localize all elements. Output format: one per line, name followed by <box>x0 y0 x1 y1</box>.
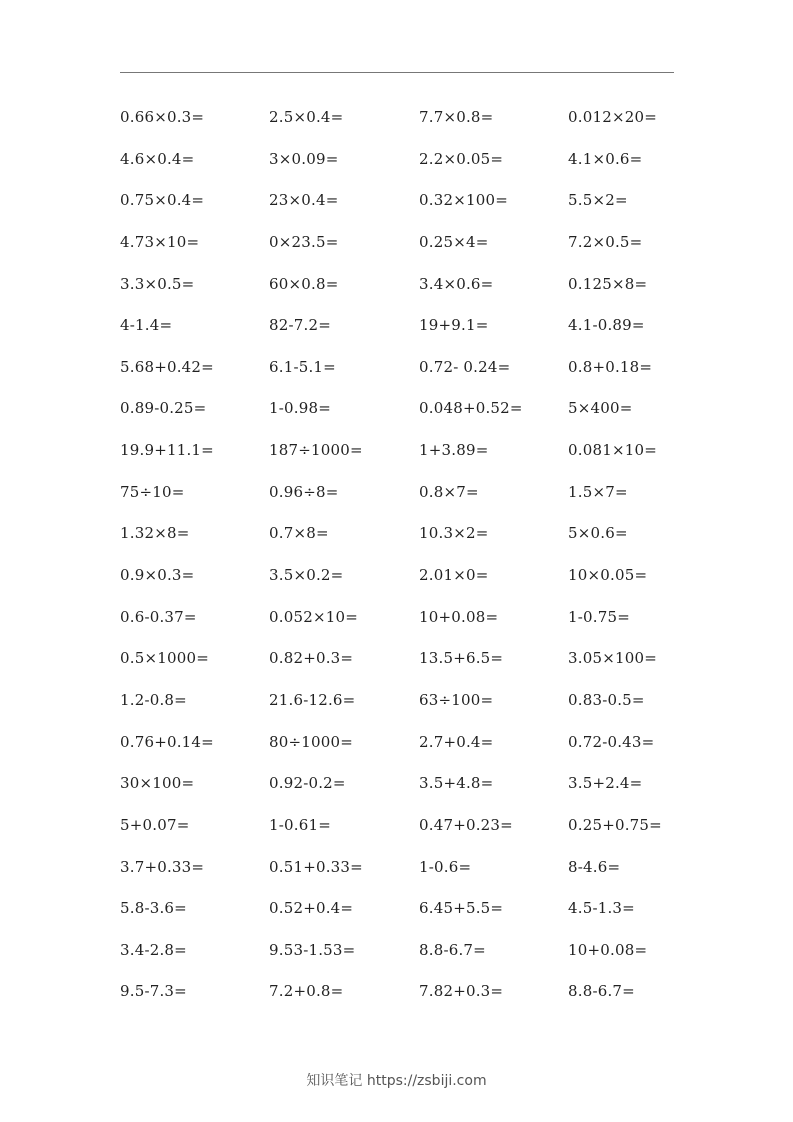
problem-row <box>120 770 720 812</box>
header-rule <box>120 72 674 73</box>
problem-item: 3.5+2.4= <box>568 774 643 793</box>
problem-item: 9.53-1.53= <box>269 940 356 959</box>
problem-item: 5×0.6= <box>568 524 628 543</box>
problem-item: 0.125×8= <box>568 274 648 293</box>
problem-item: 0.47+0.23= <box>419 815 513 834</box>
problem-item: 7.82+0.3= <box>419 982 504 1001</box>
problem-item: 0.012×20= <box>568 108 657 126</box>
problem-row <box>120 312 720 354</box>
problem-item: 1-0.61= <box>269 815 331 834</box>
problem-item: 1.32×8= <box>120 524 190 543</box>
problem-item: 7.7×0.8= <box>419 108 494 126</box>
problem-item: 21.6-12.6= <box>269 690 356 709</box>
problem-item: 1+3.89= <box>419 441 489 460</box>
problem-item: 0.72-0.43= <box>568 732 655 751</box>
problem-item: 187÷1000= <box>269 441 363 460</box>
problem-item: 0.5×1000= <box>120 649 209 668</box>
problem-row <box>120 395 720 437</box>
problem-item: 3.5×0.2= <box>269 566 344 585</box>
problem-row <box>120 187 720 229</box>
problem-row <box>120 271 720 313</box>
problem-row <box>120 895 720 937</box>
problem-item: 0.052×10= <box>269 607 358 626</box>
problem-item: 63÷100= <box>419 690 494 709</box>
problem-item: 3.7+0.33= <box>120 857 205 876</box>
problem-row <box>120 854 720 896</box>
problem-item: 1-0.75= <box>568 607 630 626</box>
problem-item: 0.72- 0.24= <box>419 357 511 376</box>
problem-item: 19+9.1= <box>419 316 489 335</box>
problem-item: 1-0.6= <box>419 857 472 876</box>
problem-item: 0.9×0.3= <box>120 566 195 585</box>
problem-item: 0.32×100= <box>419 191 508 210</box>
problem-item: 3×0.09= <box>269 149 339 168</box>
problem-row <box>120 354 720 396</box>
problem-item: 0.25+0.75= <box>568 815 662 834</box>
problem-item: 4.6×0.4= <box>120 149 195 168</box>
problem-row <box>120 146 720 188</box>
problem-item: 6.1-5.1= <box>269 357 336 376</box>
problem-grid <box>120 104 720 1020</box>
problem-item: 0.048+0.52= <box>419 399 523 418</box>
problem-item: 2.5×0.4= <box>269 108 344 126</box>
problem-item: 75÷10= <box>120 482 185 501</box>
problem-item: 0.82+0.3= <box>269 649 354 668</box>
problem-row <box>120 812 720 854</box>
footer-watermark: 知识笔记 https://zsbiji.com <box>306 1073 487 1089</box>
problem-item: 3.5+4.8= <box>419 774 494 793</box>
problem-item: 2.01×0= <box>419 566 489 585</box>
problem-item: 8.8-6.7= <box>568 982 635 1001</box>
problem-item: 13.5+6.5= <box>419 649 504 668</box>
problem-item: 0.52+0.4= <box>269 899 354 918</box>
problem-row <box>120 978 720 1020</box>
problem-item: 0.081×10= <box>568 441 657 460</box>
problem-item: 5.5×2= <box>568 191 628 210</box>
problem-item: 0.83-0.5= <box>568 690 645 709</box>
problem-item: 4.73×10= <box>120 232 200 251</box>
problem-item: 5.8-3.6= <box>120 899 187 918</box>
problem-item: 5.68+0.42= <box>120 357 214 376</box>
problem-row <box>120 479 720 521</box>
problem-item: 8-4.6= <box>568 857 621 876</box>
problem-item: 10+0.08= <box>568 940 648 959</box>
problem-item: 0.25×4= <box>419 232 489 251</box>
problem-item: 3.3×0.5= <box>120 274 195 293</box>
problem-item: 4.5-1.3= <box>568 899 635 918</box>
problem-item: 6.45+5.5= <box>419 899 504 918</box>
problem-item: 2.7+0.4= <box>419 732 494 751</box>
problem-row <box>120 520 720 562</box>
problem-row <box>120 104 720 146</box>
problem-item: 2.2×0.05= <box>419 149 504 168</box>
problem-item: 0.8×7= <box>419 482 479 501</box>
problem-row <box>120 437 720 479</box>
problem-item: 60×0.8= <box>269 274 339 293</box>
problem-item: 0.96÷8= <box>269 482 339 501</box>
problem-row <box>120 687 720 729</box>
problem-item: 19.9+11.1= <box>120 441 214 460</box>
problem-item: 9.5-7.3= <box>120 982 187 1001</box>
problem-item: 1.2-0.8= <box>120 690 187 709</box>
problem-row <box>120 937 720 979</box>
problem-item: 5+0.07= <box>120 815 190 834</box>
problem-item: 0.75×0.4= <box>120 191 205 210</box>
problem-row <box>120 645 720 687</box>
problem-item: 1-0.98= <box>269 399 331 418</box>
problem-item: 23×0.4= <box>269 191 339 210</box>
problem-item: 7.2+0.8= <box>269 982 344 1001</box>
problem-item: 10+0.08= <box>419 607 499 626</box>
problem-row <box>120 729 720 771</box>
problem-item: 5×400= <box>568 399 633 418</box>
problem-item: 4.1×0.6= <box>568 149 643 168</box>
problem-item: 10.3×2= <box>419 524 489 543</box>
problem-item: 8.8-6.7= <box>419 940 486 959</box>
problem-item: 80÷1000= <box>269 732 353 751</box>
problem-item: 0.92-0.2= <box>269 774 346 793</box>
problem-item: 3.4-2.8= <box>120 940 187 959</box>
problem-item: 0.76+0.14= <box>120 732 214 751</box>
problem-item: 0.7×8= <box>269 524 329 543</box>
problem-item: 3.4×0.6= <box>419 274 494 293</box>
problem-item: 82-7.2= <box>269 316 331 335</box>
problem-row <box>120 562 720 604</box>
problem-item: 7.2×0.5= <box>568 232 643 251</box>
problem-item: 1.5×7= <box>568 482 628 501</box>
problem-item: 0.66×0.3= <box>120 108 205 126</box>
problem-item: 0×23.5= <box>269 232 339 251</box>
problem-item: 0.51+0.33= <box>269 857 363 876</box>
problem-item: 0.8+0.18= <box>568 357 653 376</box>
problem-item: 4-1.4= <box>120 316 173 335</box>
problem-item: 10×0.05= <box>568 566 648 585</box>
problem-item: 0.6-0.37= <box>120 607 197 626</box>
problem-item: 4.1-0.89= <box>568 316 645 335</box>
problem-row <box>120 229 720 271</box>
problem-item: 30×100= <box>120 774 195 793</box>
problem-item: 0.89-0.25= <box>120 399 207 418</box>
problem-item: 3.05×100= <box>568 649 657 668</box>
problem-row <box>120 604 720 646</box>
